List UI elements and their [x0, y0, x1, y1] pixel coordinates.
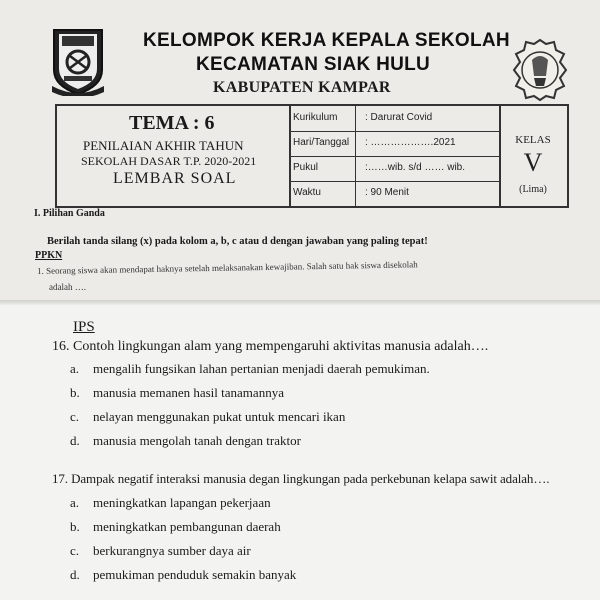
exam-info-box: [55, 104, 569, 208]
lower-page-scan: [0, 305, 600, 600]
theme-panel: [57, 106, 291, 206]
ppkn-question-1-cont: adalah ….: [49, 282, 86, 292]
option-text: meningkatkan lapangan pekerjaan: [93, 495, 271, 510]
row-value: : ……………….2021: [365, 137, 456, 148]
header-line-3: KABUPATEN KAMPAR: [213, 79, 391, 96]
ppkn-heading: PPKN: [35, 250, 63, 261]
option-letter: b.: [70, 385, 80, 400]
header-line-2: KECAMATAN SIAK HULU: [196, 54, 431, 75]
table-row: [289, 131, 499, 157]
class-value: V: [523, 148, 543, 177]
question-16: 16. Contoh lingkungan alam yang mempengaruhi aktivitas manusia adalah….: [52, 339, 489, 354]
option-letter: d.: [70, 433, 80, 448]
assessment-name: PENILAIAN AKHIR TAHUN: [83, 138, 244, 153]
row-label: Pukul: [293, 162, 319, 173]
option-text: meningkatkan pembangunan daerah: [93, 519, 281, 534]
class-label: KELAS: [515, 134, 551, 146]
question-17: 17. Dampak negatif interaksi manusia degan lingkungan pada perkebunan kelapa sawit adalah….: [52, 471, 550, 486]
option-text: manusia memanen hasil tanamannya: [93, 385, 284, 400]
option-letter: c.: [70, 409, 80, 424]
theme-title: TEMA : 6: [129, 112, 215, 134]
class-note: (Lima): [519, 184, 547, 195]
row-value: : 90 Menit: [365, 187, 409, 198]
row-label: Hari/Tanggal: [293, 137, 350, 148]
kampar-regency-logo-icon: [50, 26, 106, 96]
option-text: mengalih fungsikan lahan pertanian menjadi daerah pemukiman.: [93, 361, 430, 376]
option-letter: d.: [70, 567, 80, 582]
row-label: Kurikulum: [293, 112, 338, 123]
option-letter: a.: [70, 361, 80, 376]
section-instruction: Berilah tanda silang (x) pada kolom a, b, c atau d dengan jawaban yang paling tepat!: [47, 236, 428, 247]
row-value: :……wib. s/d …… wib.: [365, 162, 466, 173]
tut-wuri-handayani-logo-icon: [512, 38, 568, 102]
exam-details-table: [289, 106, 501, 206]
row-value: : Darurat Covid: [365, 112, 433, 123]
ppkn-question-1: 1. Seorang siswa akan mendapat haknya setelah melaksanakan kewajiban. Salah satu hak siswa disekolah: [37, 259, 418, 276]
option-letter: b.: [70, 519, 80, 534]
table-row: [289, 181, 499, 206]
option-text: berkurangnya sumber daya air: [93, 543, 251, 558]
option-text: pemukiman penduduk semakin banyak: [93, 567, 297, 582]
header-line-1: KELOMPOK KERJA KEPALA SEKOLAH: [143, 30, 510, 51]
row-label: Waktu: [293, 187, 321, 198]
option-text: manusia mengolah tanah dengan traktor: [93, 433, 301, 448]
section-title: I. Pilihan Ganda: [34, 208, 105, 219]
sheet-title: LEMBAR SOAL: [113, 170, 237, 187]
class-panel: [499, 106, 567, 206]
table-row: [289, 156, 499, 182]
ips-heading: IPS: [73, 319, 95, 335]
school-year: SEKOLAH DASAR T.P. 2020-2021: [81, 154, 257, 168]
option-letter: a.: [70, 495, 80, 510]
table-row: [289, 106, 499, 132]
option-letter: c.: [70, 543, 80, 558]
option-text: nelayan menggunakan pukat untuk mencari ikan: [93, 409, 346, 424]
